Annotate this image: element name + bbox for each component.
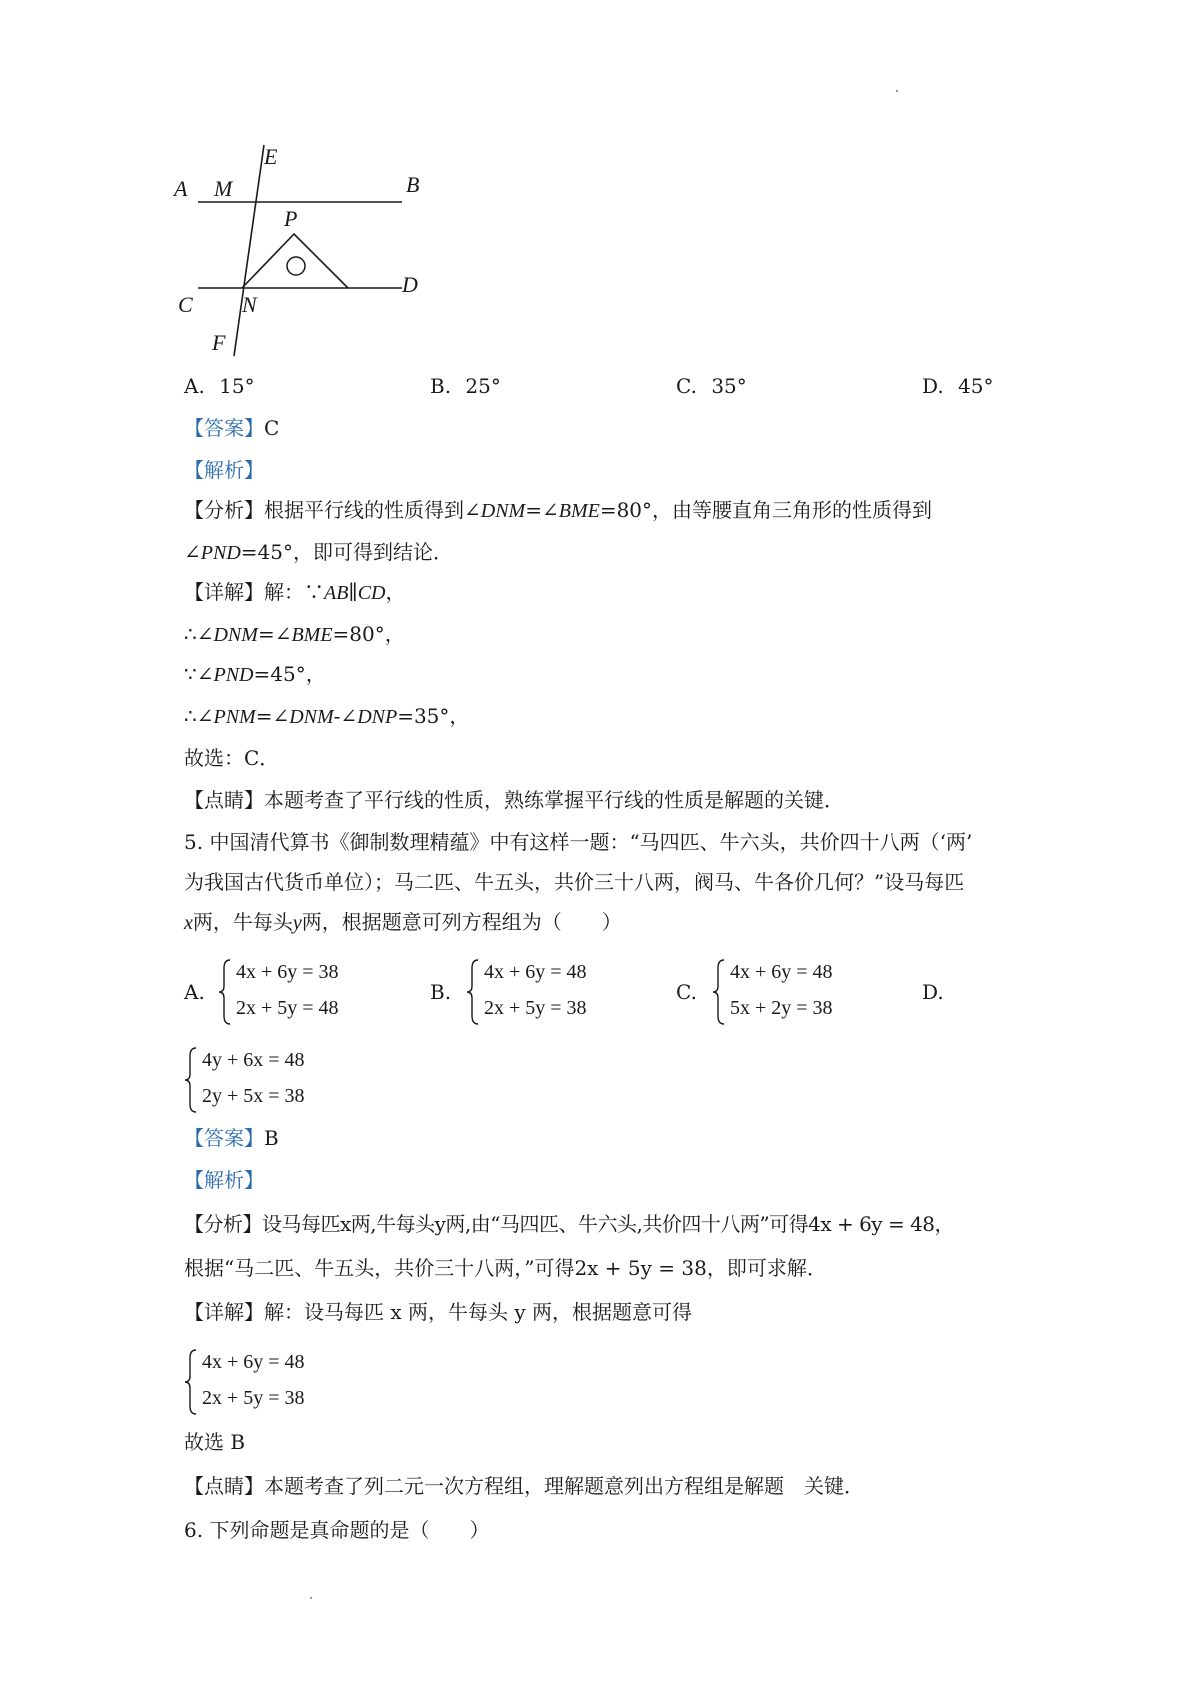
angle-name: PNM bbox=[213, 706, 256, 728]
q4-fenxi-line2 bbox=[184, 538, 453, 567]
q6-stem bbox=[184, 1516, 489, 1544]
label-f: F bbox=[212, 330, 226, 355]
q5-jiexi bbox=[184, 1166, 264, 1194]
scan-speck bbox=[896, 90, 898, 92]
q5-xiangjie bbox=[184, 1298, 692, 1326]
jiexi-tag: 【解析】 bbox=[184, 1168, 264, 1192]
option-text: 15° bbox=[219, 374, 255, 398]
label-n: N bbox=[242, 292, 257, 317]
triangle-set-square bbox=[242, 234, 348, 288]
xiangjie-text: 解：∵ bbox=[264, 580, 324, 604]
geometry-figure bbox=[174, 140, 440, 360]
q4-option-a bbox=[184, 372, 255, 400]
option-text: 25° bbox=[465, 374, 501, 398]
equation-1: 4x + 6y = 38 bbox=[236, 961, 339, 983]
q5-option-c-letter: C. bbox=[676, 980, 697, 1004]
q5-option-a-system bbox=[218, 958, 378, 1028]
q4-option-c bbox=[676, 372, 747, 400]
step-text: =∠ bbox=[257, 622, 292, 646]
step-text: =80°， bbox=[332, 622, 405, 646]
parallel-symbol: ∥ bbox=[348, 580, 358, 604]
stem-text: 6. 下列命题是真命题的是（ ） bbox=[184, 1518, 490, 1542]
q5-stem-line2 bbox=[184, 868, 964, 896]
left-brace-icon bbox=[184, 1348, 198, 1416]
q5-option-d-letter: D. bbox=[922, 980, 944, 1004]
q4-xiangjie bbox=[184, 578, 405, 607]
equation-2: 5x + 2y = 38 bbox=[730, 997, 833, 1019]
equation-1: 4x + 6y = 48 bbox=[202, 1351, 305, 1373]
q4-option-b bbox=[430, 372, 501, 400]
q5-stem-line1 bbox=[184, 828, 972, 856]
var-x: x bbox=[184, 912, 193, 934]
option-letter: B. bbox=[430, 374, 452, 398]
angle-name: PND bbox=[213, 664, 254, 686]
stem-text: 5. 中国清代算书《御制数理精蕴》中有这样一题：“马四匹、牛六头，共价四十八两（‘两’ bbox=[184, 830, 973, 854]
stem-text: 为我国古代货币单位）；马二匹、牛五头，共价三十八两，阀马、牛各价几何？”设马每匹 bbox=[184, 870, 965, 894]
label-m: M bbox=[214, 176, 233, 201]
left-brace-icon bbox=[184, 1046, 198, 1114]
q5-option-a-letter: A. bbox=[184, 980, 205, 1004]
q4-answer bbox=[184, 414, 279, 442]
label-d: D bbox=[402, 272, 418, 297]
fenxi-text: 根据“马二匹、牛五头，共价三十八两，”可得2x + 5y = 38，即可求解． bbox=[184, 1256, 827, 1280]
label-e: E bbox=[264, 144, 278, 169]
guxuan-text: 故选：C． bbox=[184, 746, 280, 770]
q5-solution-system bbox=[184, 1348, 344, 1418]
q4-step3 bbox=[184, 702, 469, 731]
q4-step1 bbox=[184, 620, 405, 649]
scan-speck bbox=[310, 1597, 312, 1599]
step-text: ∴∠ bbox=[184, 704, 214, 728]
q4-option-d bbox=[922, 372, 994, 400]
q5-fenxi-line2 bbox=[184, 1254, 827, 1282]
q4-guxuan bbox=[184, 744, 279, 772]
var-y: y bbox=[292, 912, 302, 934]
option-letter: D. bbox=[922, 374, 944, 398]
punct: ， bbox=[385, 580, 406, 604]
step-text: =45°， bbox=[253, 662, 326, 686]
q5-option-c-system bbox=[712, 958, 872, 1028]
xiangjie-tag: 【详解】 bbox=[184, 580, 264, 604]
step-text: -∠ bbox=[333, 704, 358, 728]
q5-guxuan bbox=[184, 1428, 245, 1456]
option-text: 35° bbox=[711, 374, 747, 398]
angle-name: PND bbox=[200, 542, 241, 564]
q4-fenxi-line1 bbox=[184, 496, 932, 525]
fenxi-text: 设马每匹x两,牛每头y两,由“马四匹、牛六头,共价四十八两”可得4x + 6y = 48， bbox=[262, 1212, 955, 1236]
fenxi-text: 根据平行线的性质得到∠ bbox=[264, 498, 481, 522]
q5-stem-line3 bbox=[184, 908, 622, 937]
equation-1: 4y + 6x = 48 bbox=[202, 1049, 305, 1071]
answer-tag: 【答案】 bbox=[184, 1126, 264, 1150]
label-p: P bbox=[284, 206, 298, 231]
q5-fenxi-line1 bbox=[184, 1210, 954, 1238]
q5-option-d-system bbox=[184, 1046, 344, 1116]
equation-1: 4x + 6y = 48 bbox=[730, 961, 833, 983]
jiexi-tag: 【解析】 bbox=[184, 458, 264, 482]
fenxi-tag: 【分析】 bbox=[184, 1212, 262, 1236]
step-text: =∠ bbox=[255, 704, 290, 728]
equation-1: 4x + 6y = 48 bbox=[484, 961, 587, 983]
equation-2: 2x + 5y = 48 bbox=[236, 997, 339, 1019]
equation-2: 2y + 5x = 38 bbox=[202, 1085, 305, 1107]
dianjing-tag: 【点睛】 bbox=[184, 1474, 264, 1498]
angle-name: BME bbox=[291, 624, 333, 646]
answer-tag: 【答案】 bbox=[184, 416, 264, 440]
q5-option-b-letter: B. bbox=[430, 980, 452, 1004]
label-b: B bbox=[406, 172, 420, 197]
step-text: ∴∠ bbox=[184, 622, 214, 646]
answer-value: B bbox=[264, 1126, 279, 1150]
fenxi-text: =45°，即可得到结论． bbox=[240, 540, 453, 564]
fenxi-text: =80°，由等腰直角三角形的性质得到 bbox=[599, 498, 933, 522]
line-ef bbox=[234, 145, 264, 356]
angle-name: DNM bbox=[289, 706, 334, 728]
equation-2: 2x + 5y = 38 bbox=[484, 997, 587, 1019]
angle-name: DNP bbox=[357, 706, 398, 728]
xiangjie-tag: 【详解】 bbox=[184, 1300, 264, 1324]
q5-answer bbox=[184, 1124, 279, 1152]
q5-dianjing bbox=[184, 1472, 864, 1500]
angle-name: DNM bbox=[480, 500, 526, 522]
option-letter: A. bbox=[184, 374, 205, 398]
angle-name: DNM bbox=[213, 624, 258, 646]
stem-text: 两，牛每头 bbox=[192, 910, 293, 934]
step-text: ∵∠ bbox=[184, 662, 214, 686]
angle-name: BME bbox=[558, 500, 600, 522]
triangle-hole bbox=[287, 257, 305, 275]
fenxi-text: ∠ bbox=[184, 540, 201, 564]
step-text: =35°， bbox=[397, 704, 470, 728]
label-c: C bbox=[178, 292, 193, 317]
left-brace-icon bbox=[712, 958, 726, 1026]
stem-text: 两，根据题意可列方程组为（ ） bbox=[301, 910, 622, 934]
q4-dianjing bbox=[184, 786, 844, 814]
dianjing-text: 本题考查了列二元一次方程组，理解题意列出方程组是解题 关键． bbox=[264, 1474, 864, 1498]
option-text: 45° bbox=[958, 374, 994, 398]
q4-jiexi bbox=[184, 456, 264, 484]
fenxi-text: =∠ bbox=[525, 498, 559, 522]
dianjing-tag: 【点睛】 bbox=[184, 788, 264, 812]
left-brace-icon bbox=[218, 958, 232, 1026]
dianjing-text: 本题考查了平行线的性质，熟练掌握平行线的性质是解题的关键． bbox=[264, 788, 844, 812]
label-a: A bbox=[174, 176, 188, 201]
option-letter: C. bbox=[676, 374, 697, 398]
q5-option-b-system bbox=[466, 958, 626, 1028]
line-name: CD bbox=[357, 582, 386, 604]
line-name: AB bbox=[324, 582, 349, 604]
answer-value: C bbox=[264, 416, 280, 440]
xiangjie-text: 解：设马每匹 x 两，牛每头 y 两，根据题意可得 bbox=[264, 1300, 693, 1324]
equation-2: 2x + 5y = 38 bbox=[202, 1387, 305, 1409]
q4-step2 bbox=[184, 660, 326, 689]
guxuan-text: 故选 B bbox=[184, 1430, 246, 1454]
fenxi-tag: 【分析】 bbox=[184, 498, 264, 522]
left-brace-icon bbox=[466, 958, 480, 1026]
